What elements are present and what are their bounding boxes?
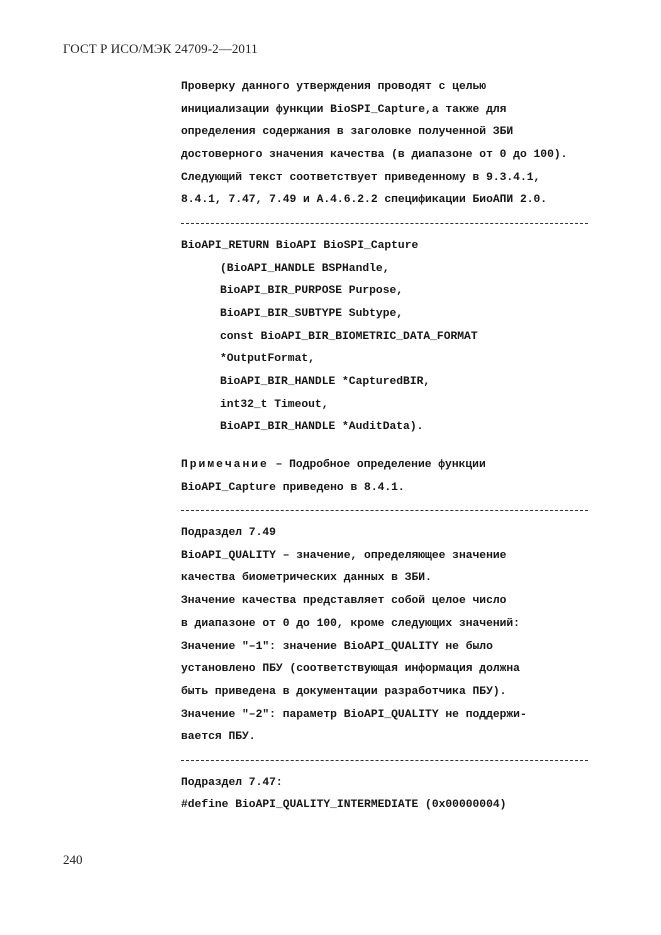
note — [181, 454, 601, 477]
section-title: Подраздел 7.49 — [181, 527, 276, 540]
section-line: быть приведена в документации разработчика ПБУ). — [181, 685, 507, 698]
dashed-separator — [181, 212, 601, 235]
dashed-separator — [181, 499, 601, 522]
section-line: качества биометрических данных в ЗБИ. — [181, 572, 432, 585]
code-param: *OutputFormat, — [220, 353, 315, 366]
intro-line: Проверку данного утверждения проводят с целью — [181, 81, 487, 93]
code-param: const BioAPI_BIR_BIOMETRIC_DATA_FORMAT — [220, 330, 478, 343]
section-line: Значение качества представляет собой целое число — [181, 595, 507, 608]
define-line: #define BioAPI_QUALITY_INTERMEDIATE (0x00000004) — [181, 799, 507, 812]
intro-line: достоверного значения качества (в диапазоне от 0 до 100). — [181, 149, 568, 162]
intro-line: Следующий текст соответствует приведенному в 9.3.4.1, — [181, 171, 541, 184]
section-line: установлено ПБУ (соответствующая информация должна — [181, 663, 520, 676]
note-line: BioAPI_Capture приведено в 8.4.1. — [181, 481, 405, 494]
section-line: вается ПБУ. — [181, 731, 256, 744]
document-header: ГОСТ Р ИСО/МЭК 24709-2—2011 — [63, 41, 258, 56]
document-body — [181, 76, 601, 817]
code-param: BioAPI_BIR_HANDLE *CapturedBIR, — [220, 375, 431, 388]
section-line: в диапазоне от 0 до 100, кроме следующих значений: — [181, 617, 520, 630]
code-param: BioAPI_BIR_HANDLE *AuditData). — [220, 421, 424, 434]
code-param: BioAPI_BIR_SUBTYPE Subtype, — [220, 307, 404, 320]
note-label: Примечание — [181, 459, 269, 471]
section-line: BioAPI_QUALITY – значение, определяющее значение — [181, 549, 507, 562]
intro-line: инициализации функции BioSPI_Capture,а также для — [181, 103, 507, 116]
note-text: – Подробное определение функции — [268, 459, 486, 471]
code-param: (BioAPI_HANDLE BSPHandle, — [220, 262, 390, 275]
section-line: Значение "–1": значение BioAPI_QUALITY не было — [181, 640, 493, 653]
code-signature: BioAPI_RETURN BioAPI BioSPI_Capture — [181, 239, 419, 252]
intro-line: определения содержания в заголовке полученной ЗБИ — [181, 126, 514, 139]
section-title: Подраздел 7.47: — [181, 776, 283, 789]
section-line: Значение "–2": параметр BioAPI_QUALITY не поддержи- — [181, 708, 527, 721]
code-param: int32_t Timeout, — [220, 398, 329, 411]
intro-line: 8.4.1, 7.47, 7.49 и A.4.6.2.2 спецификации БиоАПИ 2.0. — [181, 194, 548, 207]
dashed-separator — [181, 749, 601, 772]
code-param: BioAPI_BIR_PURPOSE Purpose, — [220, 285, 404, 298]
page-number: 240 — [63, 852, 83, 867]
